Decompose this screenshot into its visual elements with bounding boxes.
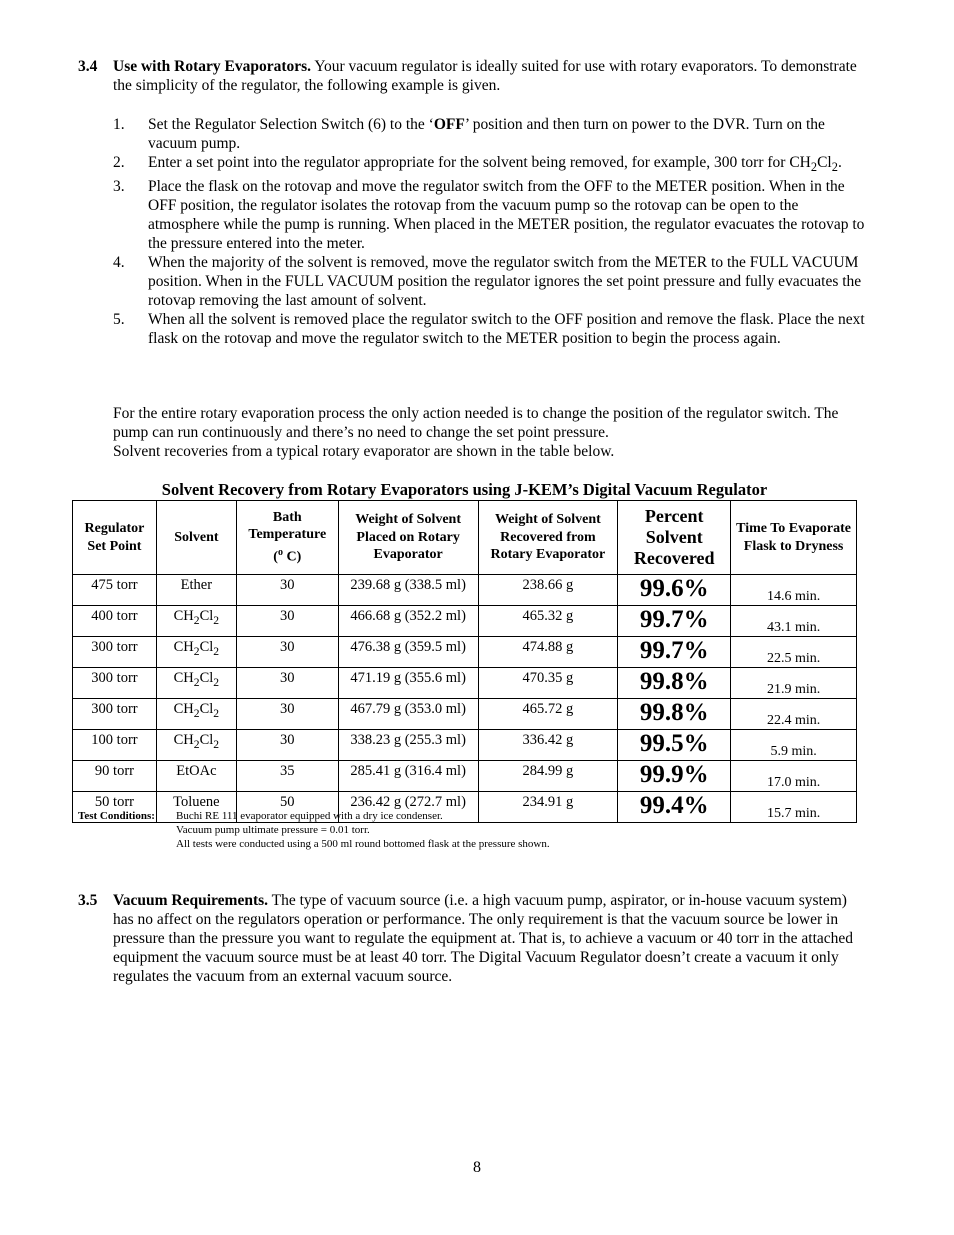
cell-set-point: 90 torr — [73, 761, 157, 792]
cell-placed: 285.41 g (316.4 ml) — [338, 761, 478, 792]
cell-set-point: 50 torr — [73, 792, 157, 823]
cell-solvent: $CH_2Cl_2$ — [156, 668, 236, 699]
cell-time: 14.6 min. — [731, 575, 857, 606]
step-number: 5. — [113, 311, 125, 329]
cell-set-point: 475 torr — [73, 575, 157, 606]
step-text: When the majority of the solvent is removed, move the regulator switch from the METER to the FULL VACUUM position. When in the FULL VACUUM position the regulator ignores the set point pressure and fully evacuates the rotovap removing the last amount of solvent. — [148, 254, 862, 310]
table-row — [73, 699, 857, 730]
section-number-3-4: 3.4 — [78, 58, 98, 75]
section-3-4-intro — [113, 57, 868, 95]
cell-solvent: Ether — [156, 575, 236, 606]
header-bath-temp: Bath Temperature ($^o$ C) — [236, 501, 338, 575]
cell-recovered: 336.42 g — [478, 730, 618, 761]
table-header-row — [73, 501, 857, 575]
cell-percent: 99.8% — [618, 668, 731, 699]
cell-solvent: $CH_2Cl_2$ — [156, 637, 236, 668]
cell-placed: 466.68 g (352.2 ml) — [338, 606, 478, 637]
cell-percent: 99.5% — [618, 730, 731, 761]
cell-time: 17.0 min. — [731, 761, 857, 792]
cell-temp: 30 — [236, 699, 338, 730]
cell-set-point: 400 torr — [73, 606, 157, 637]
cell-percent: 99.9% — [618, 761, 731, 792]
header-percent-recovered: Percent Solvent Recovered — [618, 501, 731, 575]
table-title: Solvent Recovery from Rotary Evaporators using J-KEM’s Digital Vacuum Regulator — [161, 480, 768, 499]
cell-time: 21.9 min. — [731, 668, 857, 699]
step-text: Place the flask on the rotovap and move the regulator switch from the OFF to the METER position. When in the OFF position, the regulator isolates the rotovap from the vacuum pump so the rotovap can be open to the atmosphere while the pump is running. When placed in the METER position, the regulator evacuates the rotovap to the pressure entered into the meter. — [148, 178, 865, 253]
cell-percent: 99.4% — [618, 792, 731, 823]
step-text: Set the Regulator Selection Switch (6) to the ‘OFF’ position and then turn on power to the DVR. Turn on the vacuum pump. — [148, 116, 825, 152]
section-3-5-title: Vacuum Requirements. — [113, 892, 269, 909]
table-row — [73, 730, 857, 761]
table-row — [73, 606, 857, 637]
test-condition-line: All tests were conducted using a 500 ml round bottomed flask at the pressure shown. — [176, 838, 550, 850]
step-number: 1. — [113, 116, 125, 133]
header-solvent: Solvent — [156, 501, 236, 575]
cell-recovered: 284.99 g — [478, 761, 618, 792]
cell-percent: 99.6% — [618, 575, 731, 606]
table-row — [73, 637, 857, 668]
cell-recovered: 470.35 g — [478, 668, 618, 699]
list-item — [113, 153, 868, 177]
step-number: 3. — [113, 178, 125, 196]
section-3-4-intro-text: Your vacuum regulator is ideally suited for use with rotary evaporators. To demonstrate the simplicity of the regulator, the following example is given. — [113, 58, 857, 94]
cell-time: 22.5 min. — [731, 637, 857, 668]
cell-temp: 30 — [236, 730, 338, 761]
cell-placed: 476.38 g (359.5 ml) — [338, 637, 478, 668]
step-text: Enter a set point into the regulator appropriate for the solvent being removed, for example, 300 torr for $CH_2Cl_2$. — [148, 154, 842, 175]
cell-time: 43.1 min. — [731, 606, 857, 637]
list-item — [113, 115, 868, 153]
cell-placed: 236.42 g (272.7 ml) — [338, 792, 478, 823]
cell-time: 5.9 min. — [731, 730, 857, 761]
cell-recovered: 238.66 g — [478, 575, 618, 606]
test-condition-line: Vacuum pump ultimate pressure = 0.01 torr. — [176, 824, 370, 836]
test-condition-line: Buchi RE 111 evaporator equipped with a dry ice condenser. — [176, 810, 443, 822]
cell-temp: 30 — [236, 637, 338, 668]
cell-solvent: $CH_2Cl_2$ — [156, 699, 236, 730]
list-item — [113, 310, 868, 348]
test-conditions-label: Test Conditions: — [78, 810, 155, 822]
cell-temp: 30 — [236, 606, 338, 637]
cell-temp: 50 — [236, 792, 338, 823]
cell-percent: 99.8% — [618, 699, 731, 730]
step-number: 4. — [113, 254, 125, 272]
cell-recovered: 474.88 g — [478, 637, 618, 668]
test-conditions — [78, 809, 550, 851]
cell-solvent: $CH_2Cl_2$ — [156, 730, 236, 761]
cell-placed: 239.68 g (338.5 ml) — [338, 575, 478, 606]
cell-set-point: 300 torr — [73, 699, 157, 730]
table-row — [73, 761, 857, 792]
solvent-recovery-table — [72, 500, 857, 823]
cell-temp: 30 — [236, 668, 338, 699]
section-3-4-title: Use with Rotary Evaporators. — [113, 58, 312, 75]
header-set-point: Regulator Set Point — [73, 501, 157, 575]
page-number: 8 — [473, 1159, 481, 1176]
cell-placed: 467.79 g (353.0 ml) — [338, 699, 478, 730]
cell-solvent: $CH_2Cl_2$ — [156, 606, 236, 637]
list-item — [113, 253, 868, 310]
cell-placed: 471.19 g (355.6 ml) — [338, 668, 478, 699]
list-item — [113, 177, 868, 253]
header-weight-placed: Weight of Solvent Placed on Rotary Evaporator — [338, 501, 478, 575]
cell-temp: 35 — [236, 761, 338, 792]
cell-set-point: 300 torr — [73, 637, 157, 668]
table-row — [73, 668, 857, 699]
header-weight-recovered: Weight of Solvent Recovered from Rotary Evaporator — [478, 501, 618, 575]
cell-recovered: 234.91 g — [478, 792, 618, 823]
cell-percent: 99.7% — [618, 637, 731, 668]
step-text: When all the solvent is removed place the regulator switch to the OFF position and remove the flask. Place the next flask on the rotovap and move the regulator switch to the METER position to begin the process again. — [148, 311, 865, 348]
cell-recovered: 465.72 g — [478, 699, 618, 730]
header-time-to-dryness: Time To Evaporate Flask to Dryness — [731, 501, 857, 575]
table-row — [73, 575, 857, 606]
process-paragraph: For the entire rotary evaporation process the only action needed is to change the position of the regulator switch. The pump can run continuously and there’s no need to change the set point pressure. Solvent recoveries from a typical rotary evaporator are shown in the table below. — [113, 405, 839, 460]
cell-time: 15.7 min. — [731, 792, 857, 823]
cell-percent: 99.7% — [618, 606, 731, 637]
cell-time: 22.4 min. — [731, 699, 857, 730]
section-number-3-5: 3.5 — [78, 892, 98, 909]
steps-list — [113, 115, 868, 348]
cell-solvent: Toluene — [156, 792, 236, 823]
cell-temp: 30 — [236, 575, 338, 606]
step-number: 2. — [113, 154, 125, 171]
section-3-5-body — [113, 891, 868, 986]
cell-recovered: 465.32 g — [478, 606, 618, 637]
cell-set-point: 100 torr — [73, 730, 157, 761]
cell-set-point: 300 torr — [73, 668, 157, 699]
cell-placed: 338.23 g (255.3 ml) — [338, 730, 478, 761]
cell-solvent: EtOAc — [156, 761, 236, 792]
section-3-5-text: The type of vacuum source (i.e. a high vacuum pump, aspirator, or in-house vacuum system) has no affect on the regulators operation or performance. The only requirement is that the vacuum source be lower in pressure than the pressure you want to regulate the equipment at. That is, to achieve a vacuum or 40 torr in the attached equipment the vacuum source must be at least 40 torr. The Digital Vacuum Regulator doesn’t create a vacuum it only regulates the vacuum from an external vacuum source. — [113, 892, 854, 985]
